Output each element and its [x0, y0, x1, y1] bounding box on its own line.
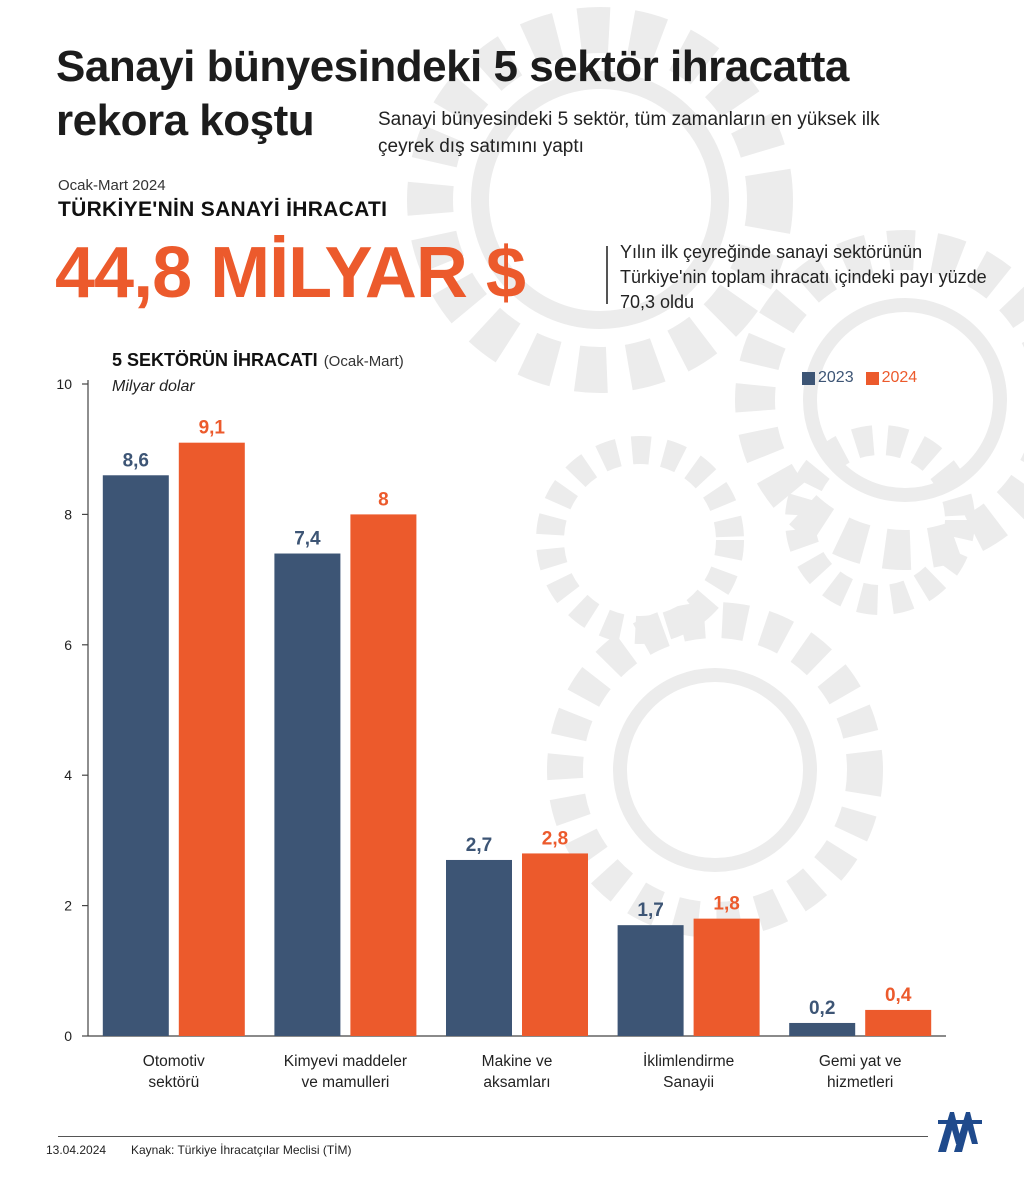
title-line-2: rekora koştu — [56, 96, 315, 145]
bar-2023-4 — [618, 925, 684, 1036]
bar-2024-4 — [694, 919, 760, 1036]
footer-source: Kaynak: Türkiye İhracatçılar Meclisi (TİM) — [131, 1143, 352, 1157]
kpi-period: Ocak-Mart 2024 — [58, 177, 166, 194]
category-label: Otomotiv — [142, 1053, 205, 1070]
kpi-note: Yılın ilk çeyreğinde sanayi sektörünün Türkiye'nin toplam ihracatı içindeki payı yüzde 70,3 oldu — [620, 242, 987, 312]
category-label: Gemi yat ve — [818, 1053, 902, 1070]
chart-title-period: (Ocak-Mart) — [323, 353, 404, 370]
y-tick-label: 0 — [64, 1028, 72, 1044]
data-label-2024-2: 8 — [378, 489, 389, 511]
bar-2024-2 — [350, 514, 416, 1036]
category-label: hizmetleri — [827, 1074, 894, 1091]
chart-unit-label: Milyar dolar — [112, 378, 195, 395]
category-label: sektörü — [148, 1074, 200, 1091]
data-label-2023-1: 8,6 — [122, 450, 150, 472]
bar-2023-3 — [446, 860, 512, 1036]
bar-2024-3 — [522, 853, 588, 1036]
y-tick-label: 6 — [64, 636, 72, 653]
category-label: Kimyevi maddeler — [283, 1053, 407, 1070]
category-label: ve mamulleri — [301, 1074, 390, 1091]
data-label-2024-4: 1,8 — [713, 893, 740, 915]
bar-2023-1 — [103, 475, 169, 1036]
title-line-1: Sanayi bünyesindeki 5 sektör ihracatta — [56, 42, 849, 91]
data-label-2024-5: 0,4 — [884, 984, 912, 1006]
bar-2024-5 — [865, 1010, 931, 1036]
legend-label-2024: 2024 — [881, 369, 918, 386]
data-label-2024-3: 2,8 — [541, 828, 569, 850]
bar-2023-2 — [274, 554, 340, 1036]
category-label: Sanayii — [663, 1074, 715, 1091]
data-label-2023-5: 0,2 — [808, 997, 836, 1019]
data-label-2024-1: 9,1 — [198, 417, 226, 439]
footer-divider — [58, 1136, 928, 1137]
bar-2023-5 — [789, 1023, 855, 1036]
bar-2024-1 — [179, 443, 245, 1036]
legend-label-2023: 2023 — [818, 369, 854, 386]
footer-date: 13.04.2024 — [46, 1143, 107, 1157]
kpi-label: TÜRKİYE'NİN SANAYİ İHRACATI — [58, 198, 388, 221]
kpi-value: 44,8 MİLYAR $ — [55, 233, 525, 313]
y-tick-label: 8 — [64, 506, 72, 523]
data-label-2023-4: 1,7 — [637, 900, 664, 922]
y-tick-label: 2 — [64, 897, 72, 914]
aa-logo-icon — [936, 1108, 984, 1156]
data-label-2023-3: 2,7 — [465, 834, 493, 856]
y-tick-label: 4 — [64, 767, 72, 784]
category-label: Makine ve — [481, 1053, 553, 1070]
y-tick-label: 10 — [56, 376, 72, 392]
chart-title-text: 5 SEKTÖRÜN İHRACATI — [112, 350, 318, 370]
data-label-2023-2: 7,4 — [294, 528, 321, 550]
category-label: İklimlendirme — [642, 1053, 735, 1070]
page-subtitle: Sanayi bünyesindeki 5 sektör, tüm zamanların en yüksek ilk çeyrek dış satımını yaptı — [378, 109, 880, 157]
category-label: aksamları — [483, 1074, 551, 1091]
